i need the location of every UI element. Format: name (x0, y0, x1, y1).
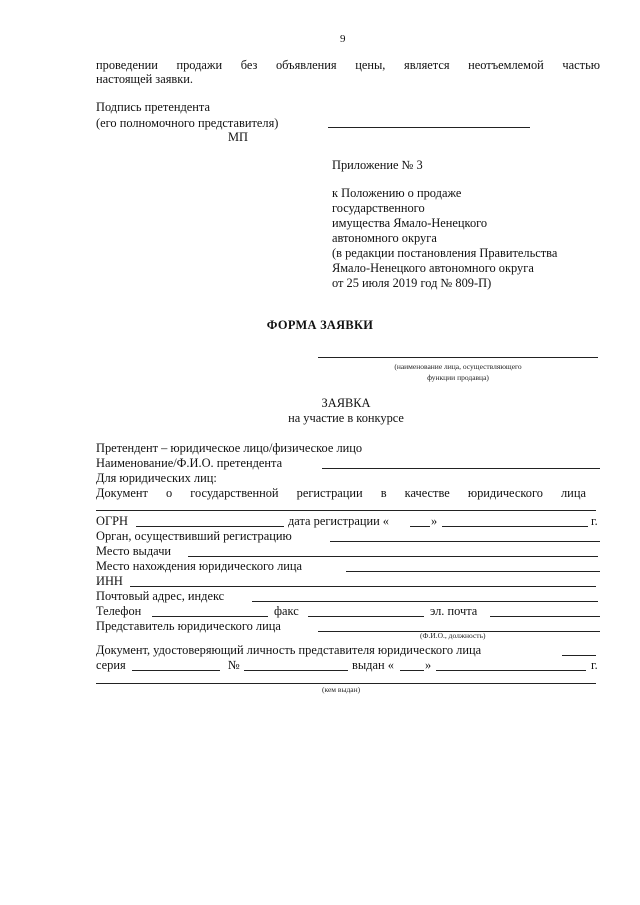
registration-doc-field[interactable] (96, 510, 596, 511)
id-doc-field[interactable] (562, 655, 596, 656)
appendix-title: Приложение № 3 (332, 158, 423, 172)
reg-month-year-field[interactable] (442, 526, 588, 527)
representative-label: Представитель юридического лица (96, 619, 281, 633)
signature-line (328, 127, 530, 128)
phone-label: Телефон (96, 604, 142, 618)
location-field[interactable] (346, 571, 600, 572)
series-field[interactable] (132, 670, 220, 671)
appendix-line: к Положению о продаже (332, 186, 462, 200)
intro-line-2: настоящей заявки. (96, 72, 194, 86)
issued-by-caption: (кем выдан) (322, 685, 361, 694)
intro-word: проведении (96, 58, 158, 72)
signature-label: Подпись претендента (96, 100, 210, 114)
registrar-label: Орган, осуществивший регистрацию (96, 529, 292, 543)
appendix-line: имущества Ямало-Ненецкого (332, 216, 488, 230)
applicant-type-label: Претендент – юридическое лицо/физическое лицо (96, 441, 363, 455)
number-field[interactable] (244, 670, 348, 671)
legal-entities-text: Для юридических лиц: (96, 471, 217, 485)
postal-label: Почтовый адрес, индекс (96, 589, 225, 603)
reg-year-suffix: г. (591, 514, 598, 528)
ogrn-field[interactable] (136, 526, 284, 527)
doc-word: юридического (467, 486, 543, 500)
reg-day-field[interactable] (410, 526, 430, 527)
appendix-line: государственного (332, 201, 425, 215)
seller-name-field[interactable] (318, 357, 598, 358)
registration-doc-label (96, 486, 586, 500)
fax-label: факс (274, 604, 299, 618)
appendix-line: автономного округа (332, 231, 437, 245)
ogrn-label: ОГРН (96, 514, 128, 528)
appendix-line: Ямало-Ненецкого автономного округа (332, 261, 534, 275)
reg-date-quote: » (431, 514, 438, 528)
application-title: ЗАЯВКА (321, 396, 371, 410)
intro-word: без (240, 58, 258, 72)
form-title (0, 318, 640, 332)
intro-word: цены, (355, 58, 386, 72)
seller-caption-line-2: функции продавца) (427, 373, 489, 382)
number-label: № (228, 658, 240, 672)
intro-word: частью (562, 58, 600, 72)
issued-by-field[interactable] (96, 683, 596, 684)
id-doc-label: Документ, удостоверяющий личность представителя юридического лица (96, 643, 482, 657)
fax-field[interactable] (308, 616, 424, 617)
intro-word: объявления (275, 58, 337, 72)
form-title-text: ФОРМА ЗАЯВКИ (266, 318, 374, 332)
intro-word: является (404, 58, 450, 72)
doc-word: в (380, 486, 387, 500)
issued-quote: » (425, 658, 432, 672)
issue-place-label: Место выдачи (96, 544, 172, 558)
representative-caption: (Ф.И.О., должность) (420, 631, 486, 640)
appendix-line: от 25 июля 2019 год № 809-П) (332, 276, 492, 290)
doc-word: Документ (96, 486, 148, 500)
doc-word: о (165, 486, 173, 500)
postal-field[interactable] (252, 601, 598, 602)
reg-date-label: дата регистрации « (288, 514, 390, 528)
phone-field[interactable] (152, 616, 268, 617)
legal-entities-label (96, 471, 217, 485)
application-subtitle: на участие в конкурсе (288, 411, 404, 425)
issued-label: выдан « (352, 658, 394, 672)
intro-line-1 (96, 58, 600, 72)
doc-word: лица (561, 486, 586, 500)
seller-caption-line-1: (наименование лица, осуществляющего (394, 362, 522, 371)
applicant-name-field[interactable] (322, 468, 600, 469)
registrar-field[interactable] (330, 541, 600, 542)
intro-word: неотъемлемой (468, 58, 544, 72)
page-number: 9 (340, 33, 346, 45)
intro-word: продажи (176, 58, 223, 72)
email-label: эл. почта (430, 604, 478, 618)
email-field[interactable] (490, 616, 600, 617)
doc-word: регистрации (296, 486, 363, 500)
stamp-place-label: МП (228, 130, 248, 144)
appendix-line: (в редакции постановления Правительства (332, 246, 558, 260)
issue-place-field[interactable] (188, 556, 598, 557)
location-label: Место нахождения юридического лица (96, 559, 303, 573)
doc-word: качестве (404, 486, 450, 500)
issued-day-field[interactable] (400, 670, 424, 671)
doc-word: государственной (190, 486, 279, 500)
signature-representative-label: (его полномочного представителя) (96, 116, 279, 130)
inn-label: ИНН (96, 574, 123, 588)
applicant-name-label: Наименование/Ф.И.О. претендента (96, 456, 283, 470)
issued-month-year-field[interactable] (436, 670, 586, 671)
series-label: серия (96, 658, 126, 672)
issued-year-suffix: г. (591, 658, 598, 672)
inn-field[interactable] (130, 586, 596, 587)
